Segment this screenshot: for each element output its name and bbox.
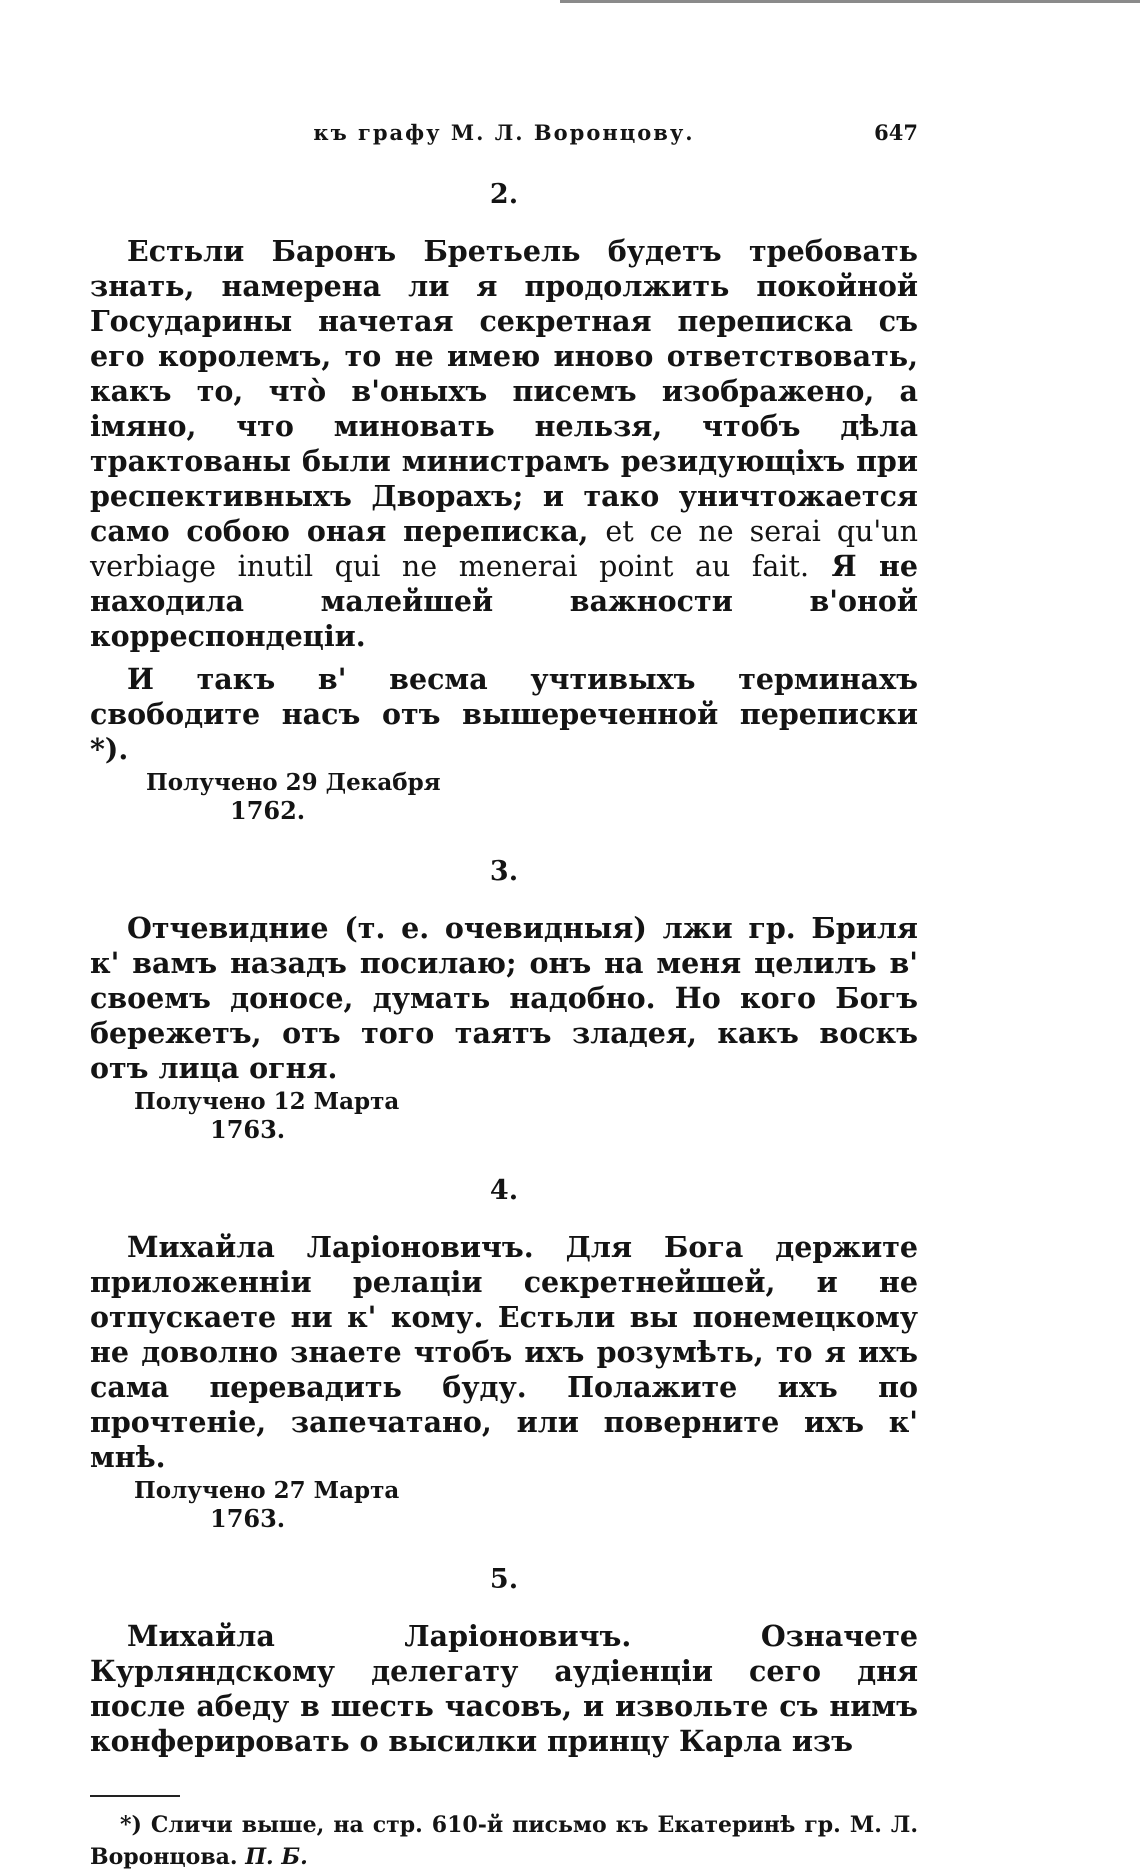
letter-paragraph: [90, 911, 918, 1086]
letter-paragraph: [90, 1619, 918, 1759]
page-number: 647: [874, 120, 918, 145]
letter-number: 3.: [489, 856, 519, 887]
book-page: [90, 120, 918, 1873]
received-year: 1763.: [210, 1115, 286, 1144]
received-year: 1762.: [230, 796, 306, 825]
footnote-text: *) Сличи выше, на стр. 610-й письмо къ Екатеринѣ гр. М. Л. Воронцова.: [90, 1812, 918, 1870]
paragraph-text: Естьли Баронъ Бретьель будетъ требовать знать, намерена ли я продолжить покойной Государины начетая секретная переписка съ его королемъ, то не имею иново ответствовать, какъ то, чтò в'оныхъ писемъ изображено, а імяно, что миновать нельзя, чтобъ дѣла трактованы были министрамъ резидующіхъ при респективныхъ Дворахъ; и тако уничтожается само собою оная переписка,: [90, 234, 918, 548]
paragraph-text: Михайла Ларіоновичъ. Для Бога держите приложенніи релаціи секретнейшей, и не отпускаете ни к' кому. Естьли вы понемецкому не доволно знаете чтобъ ихъ розумѣть, то я ихъ сама перевадить буду. Полажите ихъ по прочтеніе, запечатано, или поверните ихъ к' мнѣ.: [90, 1230, 918, 1474]
received-date: Получено 27 Марта: [134, 1477, 400, 1504]
letter-paragraph: [90, 234, 918, 654]
letter-number: 4.: [489, 1175, 519, 1206]
footnote-signature: П. Б.: [245, 1844, 308, 1870]
paragraph-text: Отчевидние (т. е. очевидныя) лжи гр. Бриля к' вамъ назадъ посилаю; онъ на меня целилъ в' своемъ доносе, думать надобно. Но кого Богъ бережетъ, отъ того таятъ зладея, какъ воскъ отъ лица огня.: [90, 911, 918, 1085]
latin-phrase: et ce ne serai qu'un verbiage inutil qui ne menerai point au fait.: [90, 515, 918, 583]
top-edge-rule: [560, 0, 1140, 3]
letter-number: 2.: [489, 179, 519, 210]
footnote-divider: [90, 1795, 180, 1797]
received-year: 1763.: [210, 1504, 286, 1533]
received-date: Получено 12 Марта: [134, 1088, 400, 1115]
received-note: [90, 1088, 918, 1144]
received-note: [90, 769, 918, 825]
running-head-title: къ графу М. Л. Воронцову.: [313, 120, 695, 145]
letter-paragraph: [90, 1230, 918, 1475]
paragraph-text: И такъ в' весма учтивыхъ терминахъ свободите насъ отъ вышереченной переписки *).: [90, 662, 918, 766]
letter-number: 5.: [489, 1564, 519, 1595]
letter-paragraph: [90, 662, 918, 767]
received-note: [90, 1477, 918, 1533]
running-head: [90, 120, 918, 154]
paragraph-text: Я не находила малейшей важности в'оной корреспондеціи.: [90, 549, 918, 653]
footnote: [90, 1809, 918, 1873]
received-date: Получено 29 Декабря: [146, 769, 441, 796]
paragraph-text: Михайла Ларіоновичъ. Означете Курляндскому делегату аудіенціи сего дня после абеду в шесть часовъ, и извольте съ нимъ конферировать о высилки принцу Карла изъ: [90, 1619, 918, 1758]
